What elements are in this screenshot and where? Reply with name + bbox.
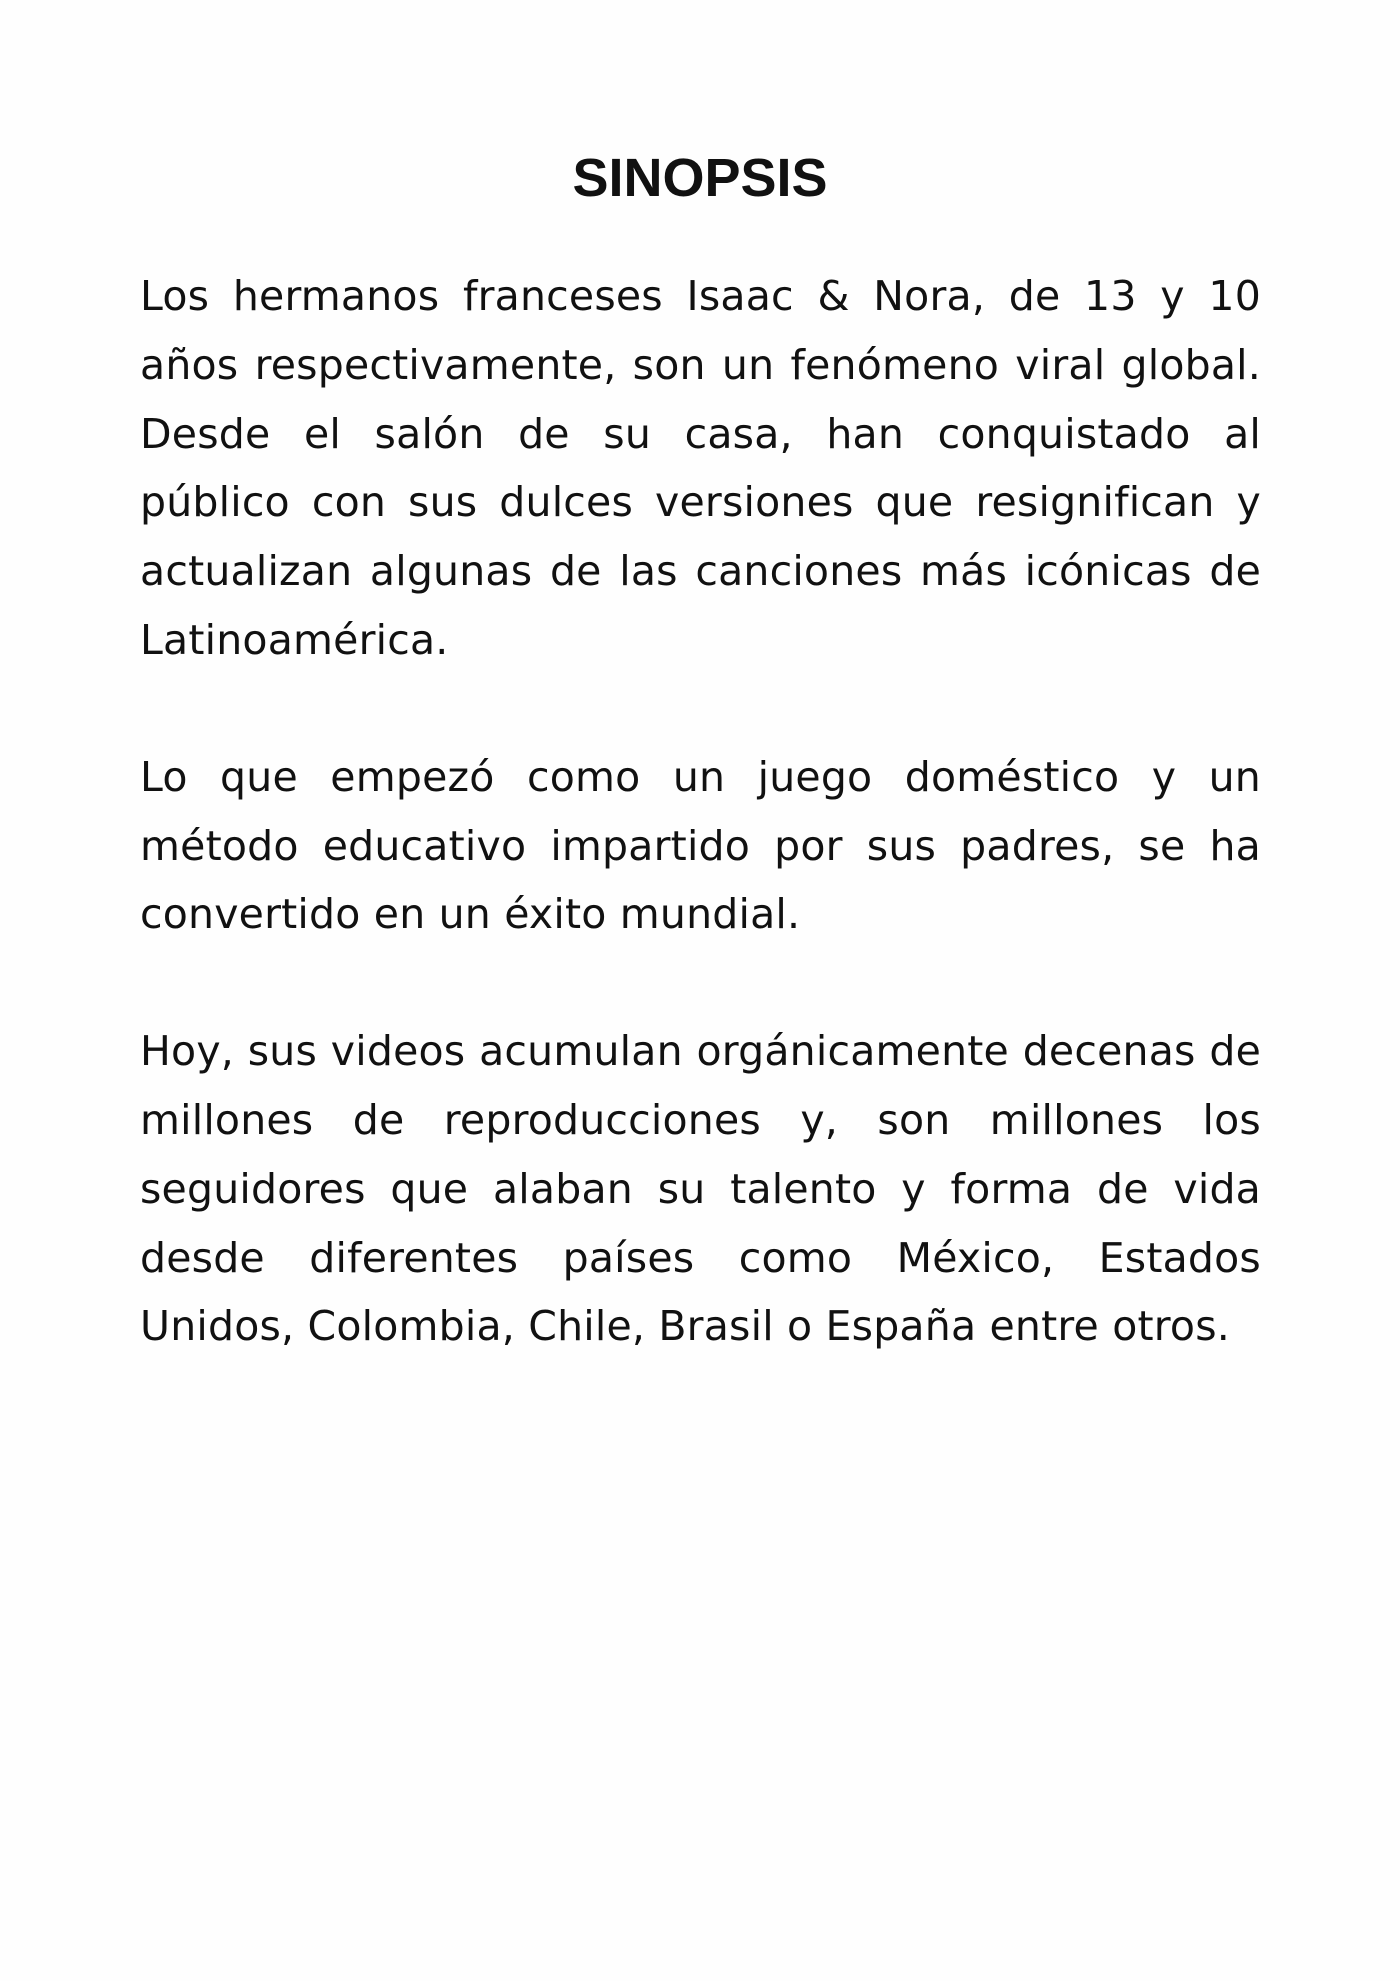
paragraph-intro: Los hermanos franceses Isaac & Nora, de 13 y 10 años respectivamente, son un fenómeno viral global. Desde el salón de su casa, han conquistado al público con sus dulces versiones que resignifican y actualizan algunas de las canciones más icónicas de Latinoamérica. xyxy=(140,272,1261,664)
document-body xyxy=(140,262,1261,1429)
paragraph-today: Hoy, sus videos acumulan orgánicamente decenas de millones de reproducciones y, son millones los seguidores que alaban su talento y forma de vida desde diferentes países como México, Estados Unidos, Colombia, Chile, Brasil o España entre otros. xyxy=(140,1027,1261,1351)
page-title: SINOPSIS xyxy=(572,148,828,208)
paragraph-origin: Lo que empezó como un juego doméstico y un método educativo impartido por sus padres, se ha convertido en un éxito mundial. xyxy=(140,752,1261,939)
